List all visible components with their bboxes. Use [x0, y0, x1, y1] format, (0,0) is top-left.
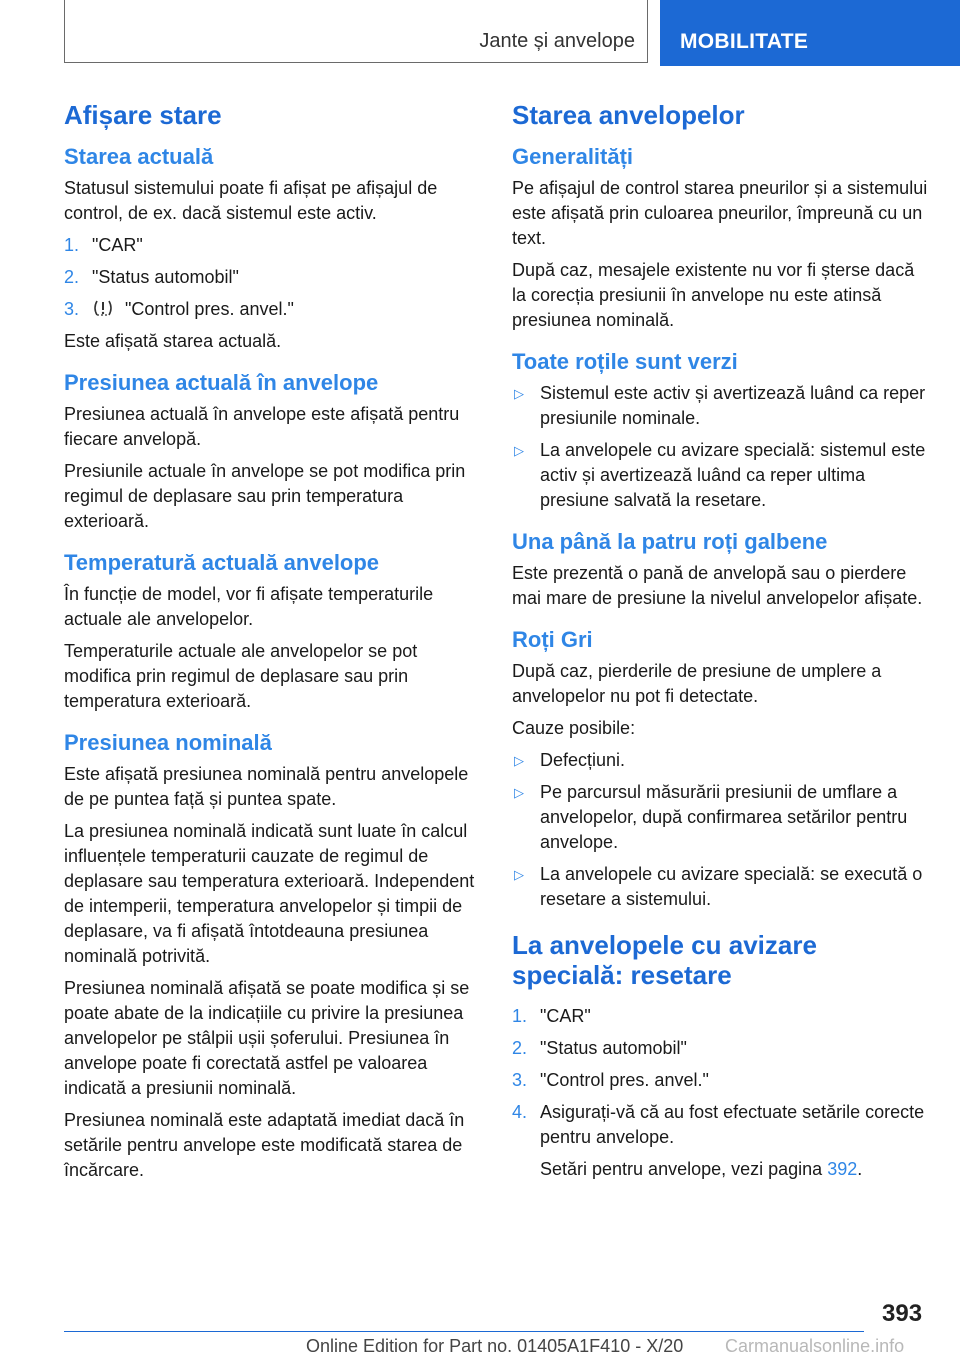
tire-pressure-warning-icon	[92, 298, 114, 318]
list-item	[512, 381, 928, 431]
bullet-text: La anvelopele cu avizare specială: sistemul este activ și avertizează luând ca reper ultima presiune salvată la resetare.	[540, 440, 926, 510]
paragraph: Este afișată starea actuală.	[64, 331, 282, 351]
triangle-bullet-icon: ▷	[514, 785, 524, 800]
page-link[interactable]: 392	[827, 1159, 858, 1179]
right-column	[512, 100, 928, 1189]
heading-yellow-wheels: Una până la patru roți galbene	[512, 529, 828, 554]
step-number: 2.	[64, 267, 80, 287]
page-number: 393	[882, 1300, 923, 1327]
paragraph: Cauze posibile:	[512, 718, 636, 738]
bullet-text: Sistemul este activ și avertizează luând ca reper presiunile nominale.	[540, 383, 926, 428]
header-chapter-title: Jante și anvelope	[479, 30, 635, 52]
list-item	[512, 1004, 928, 1029]
left-column	[64, 100, 480, 1190]
watermark: Carmanualsonline.info	[725, 1336, 905, 1356]
triangle-bullet-icon: ▷	[514, 386, 524, 401]
footer-rule	[64, 1331, 864, 1332]
paragraph: Statusul sistemului poate fi afișat pe afișajul de control, de ex. dacă sistemul este activ.	[64, 178, 438, 223]
list-item	[512, 862, 928, 912]
bullet-text: Pe parcursul măsurării presiunii de umflare a anvelopelor, după confirmarea setărilor pentru anvelope.	[540, 782, 908, 852]
heading-general: Generalități	[512, 144, 634, 169]
step-number: 2.	[512, 1038, 528, 1058]
header-section-tab	[660, 0, 960, 66]
paragraph: După caz, mesajele existente nu vor fi șterse dacă la corecția presiunii în anvelope nu este atinsă presiunea nominală.	[512, 260, 915, 330]
bullet-list	[512, 748, 928, 912]
paragraph: Este afișată presiunea nominală pentru anvelopele de pe puntea față și puntea spate.	[64, 764, 469, 809]
paragraph: Este prezentă o pană de anvelopă sau o pierdere mai mare de presiune la nivelul anvelopelor afișate.	[512, 563, 923, 608]
bullet-text: Defecțiuni.	[540, 750, 626, 770]
cross-reference-end: .	[857, 1159, 863, 1179]
step-list	[64, 233, 480, 322]
heading-current-state: Starea actuală	[64, 144, 214, 169]
list-item	[64, 233, 480, 258]
step-number: 3.	[64, 299, 80, 319]
step-number: 1.	[64, 235, 80, 255]
paragraph: Presiunea nominală afișată se poate modifica și se poate abate de la indicațiile cu privire la presiunea anvelopelor pe stâlpii ușii șoferului. Presiunea în anvelope poate fi corectată astfel pe valoarea indicată a presiunii nominală.	[64, 978, 470, 1098]
bullet-text: La anvelopele cu avizare specială: se execută o resetare a sistemului.	[540, 864, 923, 909]
list-item	[512, 438, 928, 513]
list-item	[512, 1036, 928, 1061]
list-item	[512, 748, 928, 773]
paragraph: După caz, pierderile de presiune de umplere a anvelopelor nu pot fi detectate.	[512, 661, 882, 706]
list-item	[512, 1100, 928, 1150]
step-number: 3.	[512, 1070, 528, 1090]
list-item	[64, 297, 480, 322]
step-text: Asigurați-vă că au fost efectuate setările corecte pentru anvelope.	[540, 1102, 925, 1147]
triangle-bullet-icon: ▷	[514, 753, 524, 768]
heading-grey-wheels: Roți Gri	[512, 627, 593, 652]
triangle-bullet-icon: ▷	[514, 867, 524, 882]
list-item	[512, 1068, 928, 1093]
step-text: "Control pres. anvel."	[125, 299, 294, 319]
step-text: "CAR"	[92, 235, 143, 255]
heading-reset: La anvelopele cu avizare specială: resetare	[512, 930, 817, 990]
triangle-bullet-icon: ▷	[514, 443, 524, 458]
step-list	[512, 1004, 928, 1150]
cross-reference	[512, 1157, 928, 1182]
footer-edition: Online Edition for Part no. 01405A1F410 - X/20	[306, 1336, 684, 1356]
heading-nominal-pressure: Presiunea nominală	[64, 730, 272, 755]
step-number: 4.	[512, 1102, 528, 1122]
step-text: "Status automobil"	[92, 267, 239, 287]
paragraph: La presiunea nominală indicată sunt luate în calcul influențele temperaturii cauzate de regimul de deplasare sau temperatura exterioară. Independent de intemperii, temperatura anvelopelor și timpii de deplasare, va fi afișată întotdeauna presiunea nominală potrivită.	[64, 821, 475, 966]
step-text: "CAR"	[540, 1006, 591, 1026]
paragraph: În funcție de model, vor fi afișate temperaturile actuale ale anvelopelor.	[64, 584, 434, 629]
paragraph: Presiunile actuale în anvelope se pot modifica prin regimul de deplasare sau prin temperatura exterioară.	[64, 461, 466, 531]
step-number: 1.	[512, 1006, 528, 1026]
heading-current-temperature: Temperatură actuală anvelope	[64, 550, 380, 575]
step-text: "Control pres. anvel."	[540, 1070, 709, 1090]
list-item	[512, 780, 928, 855]
list-item	[64, 265, 480, 290]
heading-tire-status: Starea anvelopelor	[512, 100, 745, 130]
step-text: "Status automobil"	[540, 1038, 687, 1058]
bullet-list	[512, 381, 928, 513]
paragraph: Presiunea nominală este adaptată imediat dacă în setările pentru anvelope este modificată starea de încărcare.	[64, 1110, 465, 1180]
paragraph: Temperaturile actuale ale anvelopelor se pot modifica prin regimul de deplasare sau prin temperatura exterioară.	[64, 641, 418, 711]
paragraph: Presiunea actuală în anvelope este afișată pentru fiecare anvelopă.	[64, 404, 460, 449]
heading-status-display: Afișare stare	[64, 100, 222, 130]
heading-all-wheels-green: Toate roțile sunt verzi	[512, 349, 738, 374]
header-chapter-box	[64, 0, 648, 63]
cross-reference-text: Setări pentru anvelope, vezi pagina	[540, 1159, 823, 1179]
heading-current-pressure: Presiunea actuală în anvelope	[64, 370, 379, 395]
paragraph: Pe afișajul de control starea pneurilor și a sistemului este afișată prin culoarea pneurilor, împreună cu un text.	[512, 178, 928, 248]
header-section-label: MOBILITATE	[680, 30, 809, 53]
